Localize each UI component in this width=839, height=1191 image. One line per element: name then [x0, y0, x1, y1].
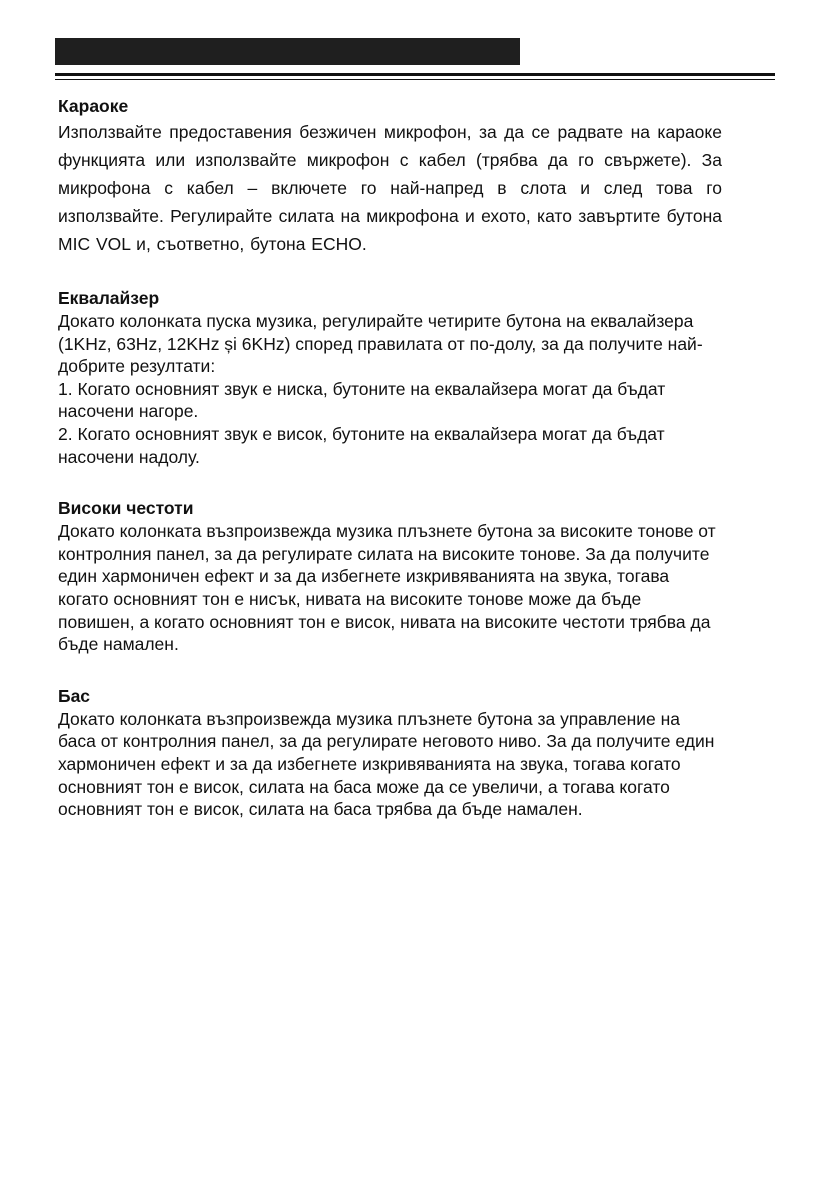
- treble-title: Високи честоти: [58, 498, 194, 519]
- section-treble: [58, 496, 722, 656]
- section-bass: [58, 684, 722, 821]
- bass-title: Бас: [58, 685, 91, 706]
- equalizer-intro: Докато колонката пуска музика, регулирайте четирите бутона на еквалайзера (1KHz, 63Hz, 12KHz și 6KHz) според правилата от по-долу, за да получите най-добрите резултати:: [58, 311, 703, 377]
- page-content: [58, 94, 722, 849]
- header-rule-thick: [55, 73, 775, 76]
- header-rule-thin: [55, 79, 775, 80]
- equalizer-list-item: 1. Когато основният звук е ниска, бутоните на еквалайзера могат да бъдат насочени нагоре.: [58, 378, 666, 422]
- karaoke-text: Използвайте предоставения безжичен микрофон, за да се радвате на караоке функцията или използвайте микрофон с кабел (трябва да го свържете). За микрофона с кабел – включете го най-напред в слота и след това го използвайте. Регулирайте силата на микрофона и ехото, като завъртите бутона MIC VOL и, съответно, бутона ECHO.: [58, 122, 722, 254]
- treble-text: Докато колонката възпроизвежда музика плъзнете бутона за високите тонове от контролния панел, за да регулирате силата на високите тонове. За да получите един хармоничен ефект и за да избегнете изкривяванията на звука, тогава когато основният тон е нисък, нивата на високите тонове може да бъде повишен, а когато основният тон е висок, нивата на високите честоти трябва да бъде намален.: [58, 521, 716, 655]
- section-equalizer: [58, 286, 722, 468]
- equalizer-title: Еквалайзер: [58, 288, 160, 308]
- bass-text: Докато колонката възпроизвежда музика плъзнете бутона за управление на баса от контролния панел, за да регулирате неговото ниво. За да получите един хармоничен ефект и за да избегнете изкривяванията на звука, тогава когато основният тон е висок, силата на баса може да се увеличи, а тогава когато основният тон е висок, силата на баса трябва да бъде намален.: [58, 708, 715, 820]
- karaoke-title: Караоке: [58, 96, 129, 116]
- section-karaoke: [58, 94, 722, 258]
- header-bar: [55, 38, 520, 65]
- equalizer-list-item: 2. Когато основният звук е висок, бутоните на еквалайзера могат да бъдат насочени надолу.: [58, 423, 665, 467]
